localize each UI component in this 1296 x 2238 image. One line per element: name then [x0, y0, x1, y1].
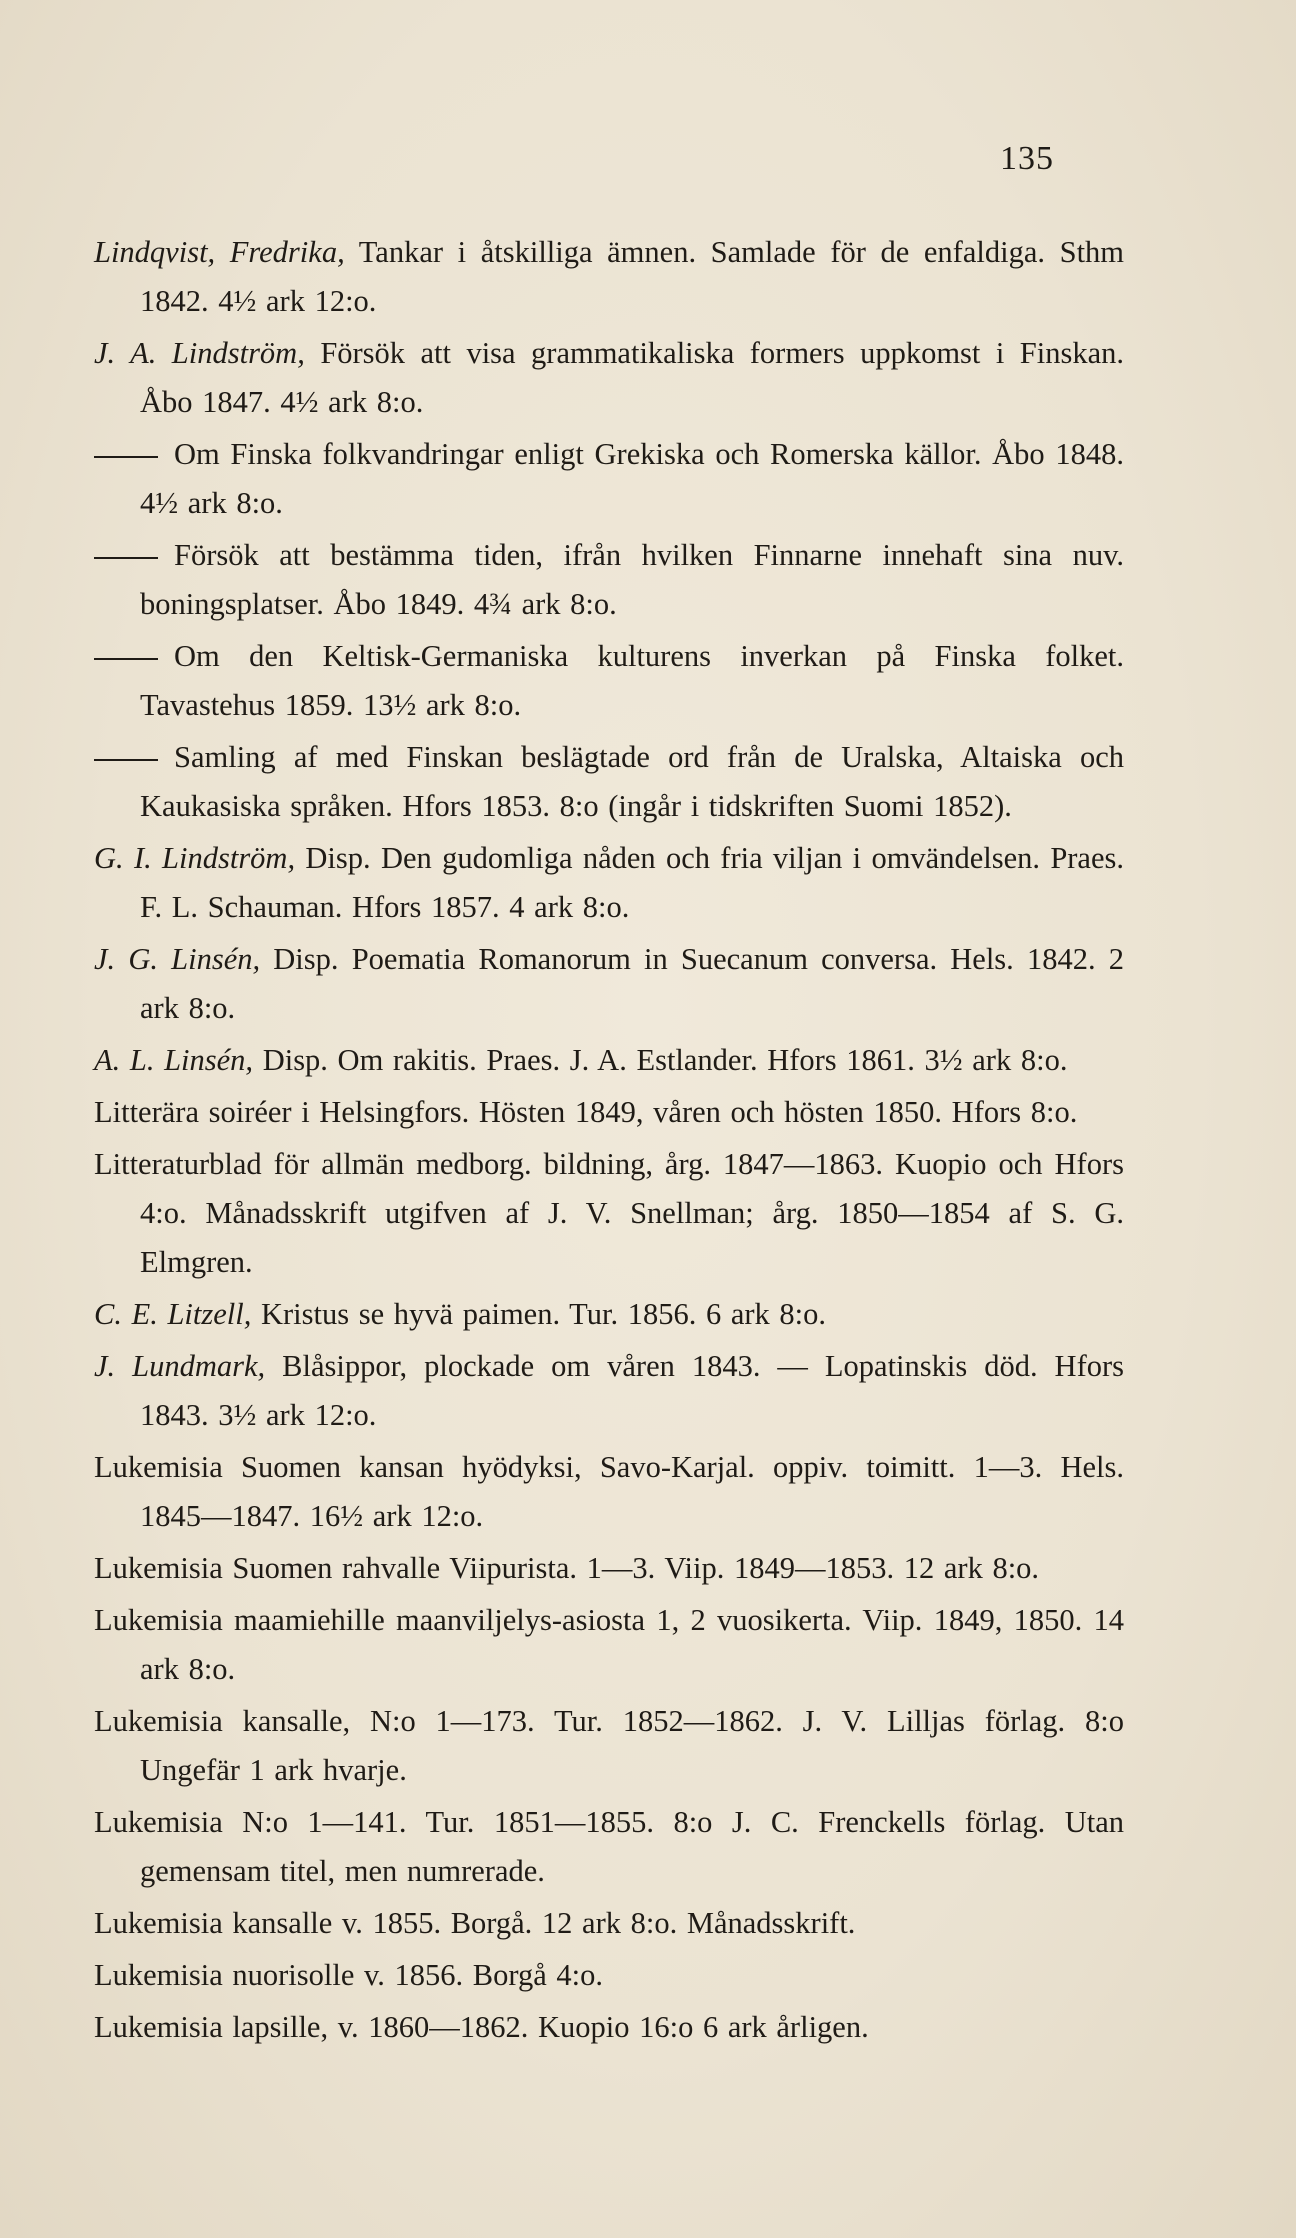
entry-author: Lindqvist, Fredrika,	[94, 235, 345, 269]
bibliography-entry	[94, 1088, 1124, 1137]
entry-text: Lukemisia N:o 1—141. Tur. 1851—1855. 8:o J. C. Frenckells förlag. Utan gemensam titel, men numrerade.	[94, 1805, 1124, 1888]
bibliography-entry	[94, 531, 1124, 629]
bibliography-entry	[94, 1697, 1124, 1795]
entry-author: G. I. Lindström,	[94, 841, 296, 875]
entry-text: Lukemisia kansalle v. 1855. Borgå. 12 ark 8:o. Månadsskrift.	[94, 1906, 856, 1940]
entry-text: Om Finska folkvandringar enligt Grekiska och Romerska källor. Åbo 1848. 4½ ark 8:o.	[140, 437, 1124, 520]
entry-text: Litteraturblad för allmän medborg. bildning, årg. 1847—1863. Kuopio och Hfors 4:o. Månadsskrift utgifven af J. V. Snellman; årg. 1850—1854 af S. G. Elmgren.	[94, 1147, 1124, 1279]
entry-text: Samling af med Finskan beslägtade ord från de Uralska, Altaiska och Kaukasiska språken. Hfors 1853. 8:o (ingår i tidskriften Suomi 1852).	[140, 740, 1124, 823]
bibliography-list	[94, 228, 1124, 2055]
entry-text: Disp. Om rakitis. Praes. J. A. Estlander. Hfors 1861. 3½ ark 8:o.	[262, 1043, 1068, 1077]
entry-text: Försök att visa grammatikaliska formers uppkomst i Finskan. Åbo 1847. 4½ ark 8:o.	[140, 336, 1125, 419]
entry-text: Försök att bestämma tiden, ifrån hvilken Finnarne innehaft sina nuv. boningsplatser. Åbo 1849. 4¾ ark 8:o.	[140, 538, 1124, 621]
bibliography-entry	[94, 1544, 1124, 1593]
entry-text: Litterära soiréer i Helsingfors. Hösten 1849, våren och hösten 1850. Hfors 8:o.	[94, 1095, 1078, 1129]
entry-text: Lukemisia Suomen kansan hyödyksi, Savo-Karjal. oppiv. toimitt. 1—3. Hels. 1845—1847. 16½ ark 12:o.	[94, 1450, 1124, 1533]
entry-text: Tankar i åtskilliga ämnen. Samlade för de enfaldiga. Sthm 1842. 4½ ark 12:o.	[140, 235, 1125, 318]
entry-text: Lukemisia Suomen rahvalle Viipurista. 1—3. Viip. 1849—1853. 12 ark 8:o.	[94, 1551, 1040, 1585]
bibliography-entry	[94, 1036, 1124, 1085]
bibliography-entry	[94, 2003, 1124, 2052]
entry-text: Disp. Den gudomliga nåden och fria viljan i omvändelsen. Praes. F. L. Schauman. Hfors 1857. 4 ark 8:o.	[140, 841, 1125, 924]
bibliography-entry	[94, 430, 1124, 528]
bibliography-entry	[94, 834, 1124, 932]
bibliography-entry	[94, 1899, 1124, 1948]
entry-text: Om den Keltisk-Germaniska kulturens inverkan på Finska folket. Tavastehus 1859. 13½ ark 8:o.	[140, 639, 1124, 722]
ditto-dash	[94, 759, 158, 761]
entry-text: Lukemisia maamiehille maanviljelys-asiosta 1, 2 vuosikerta. Viip. 1849, 1850. 14 ark 8:o.	[94, 1603, 1124, 1686]
bibliography-entry	[94, 632, 1124, 730]
entry-text: Lukemisia kansalle, N:o 1—173. Tur. 1852—1862. J. V. Lilljas förlag. 8:o Ungefär 1 ark hvarje.	[94, 1704, 1124, 1787]
bibliography-entry	[94, 1443, 1124, 1541]
bibliography-entry	[94, 935, 1124, 1033]
entry-author: J. Lundmark,	[94, 1349, 266, 1383]
entry-author: A. L. Linsén,	[94, 1043, 254, 1077]
page-number: 135	[1000, 140, 1054, 177]
bibliography-entry	[94, 329, 1124, 427]
bibliography-entry	[94, 228, 1124, 326]
bibliography-entry	[94, 733, 1124, 831]
ditto-dash	[94, 658, 158, 660]
ditto-dash	[94, 557, 158, 559]
entry-text: Disp. Poematia Romanorum in Suecanum conversa. Hels. 1842. 2 ark 8:o.	[140, 942, 1124, 1025]
bibliography-entry	[94, 1798, 1124, 1896]
ditto-dash	[94, 456, 158, 458]
entry-text: Lukemisia lapsille, v. 1860—1862. Kuopio 16:o 6 ark årligen.	[94, 2010, 869, 2044]
entry-author: C. E. Litzell,	[94, 1297, 252, 1331]
entry-author: J. A. Lindström,	[94, 336, 305, 370]
bibliography-entry	[94, 1290, 1124, 1339]
entry-text: Blåsippor, plockade om våren 1843. — Lopatinskis död. Hfors 1843. 3½ ark 12:o.	[140, 1349, 1125, 1432]
bibliography-entry	[94, 1140, 1124, 1287]
entry-text: Lukemisia nuorisolle v. 1856. Borgå 4:o.	[94, 1958, 603, 1992]
bibliography-entry	[94, 1951, 1124, 2000]
entry-text: Kristus se hyvä paimen. Tur. 1856. 6 ark 8:o.	[261, 1297, 826, 1331]
bibliography-entry	[94, 1596, 1124, 1694]
bibliography-entry	[94, 1342, 1124, 1440]
entry-author: J. G. Linsén,	[94, 942, 261, 976]
